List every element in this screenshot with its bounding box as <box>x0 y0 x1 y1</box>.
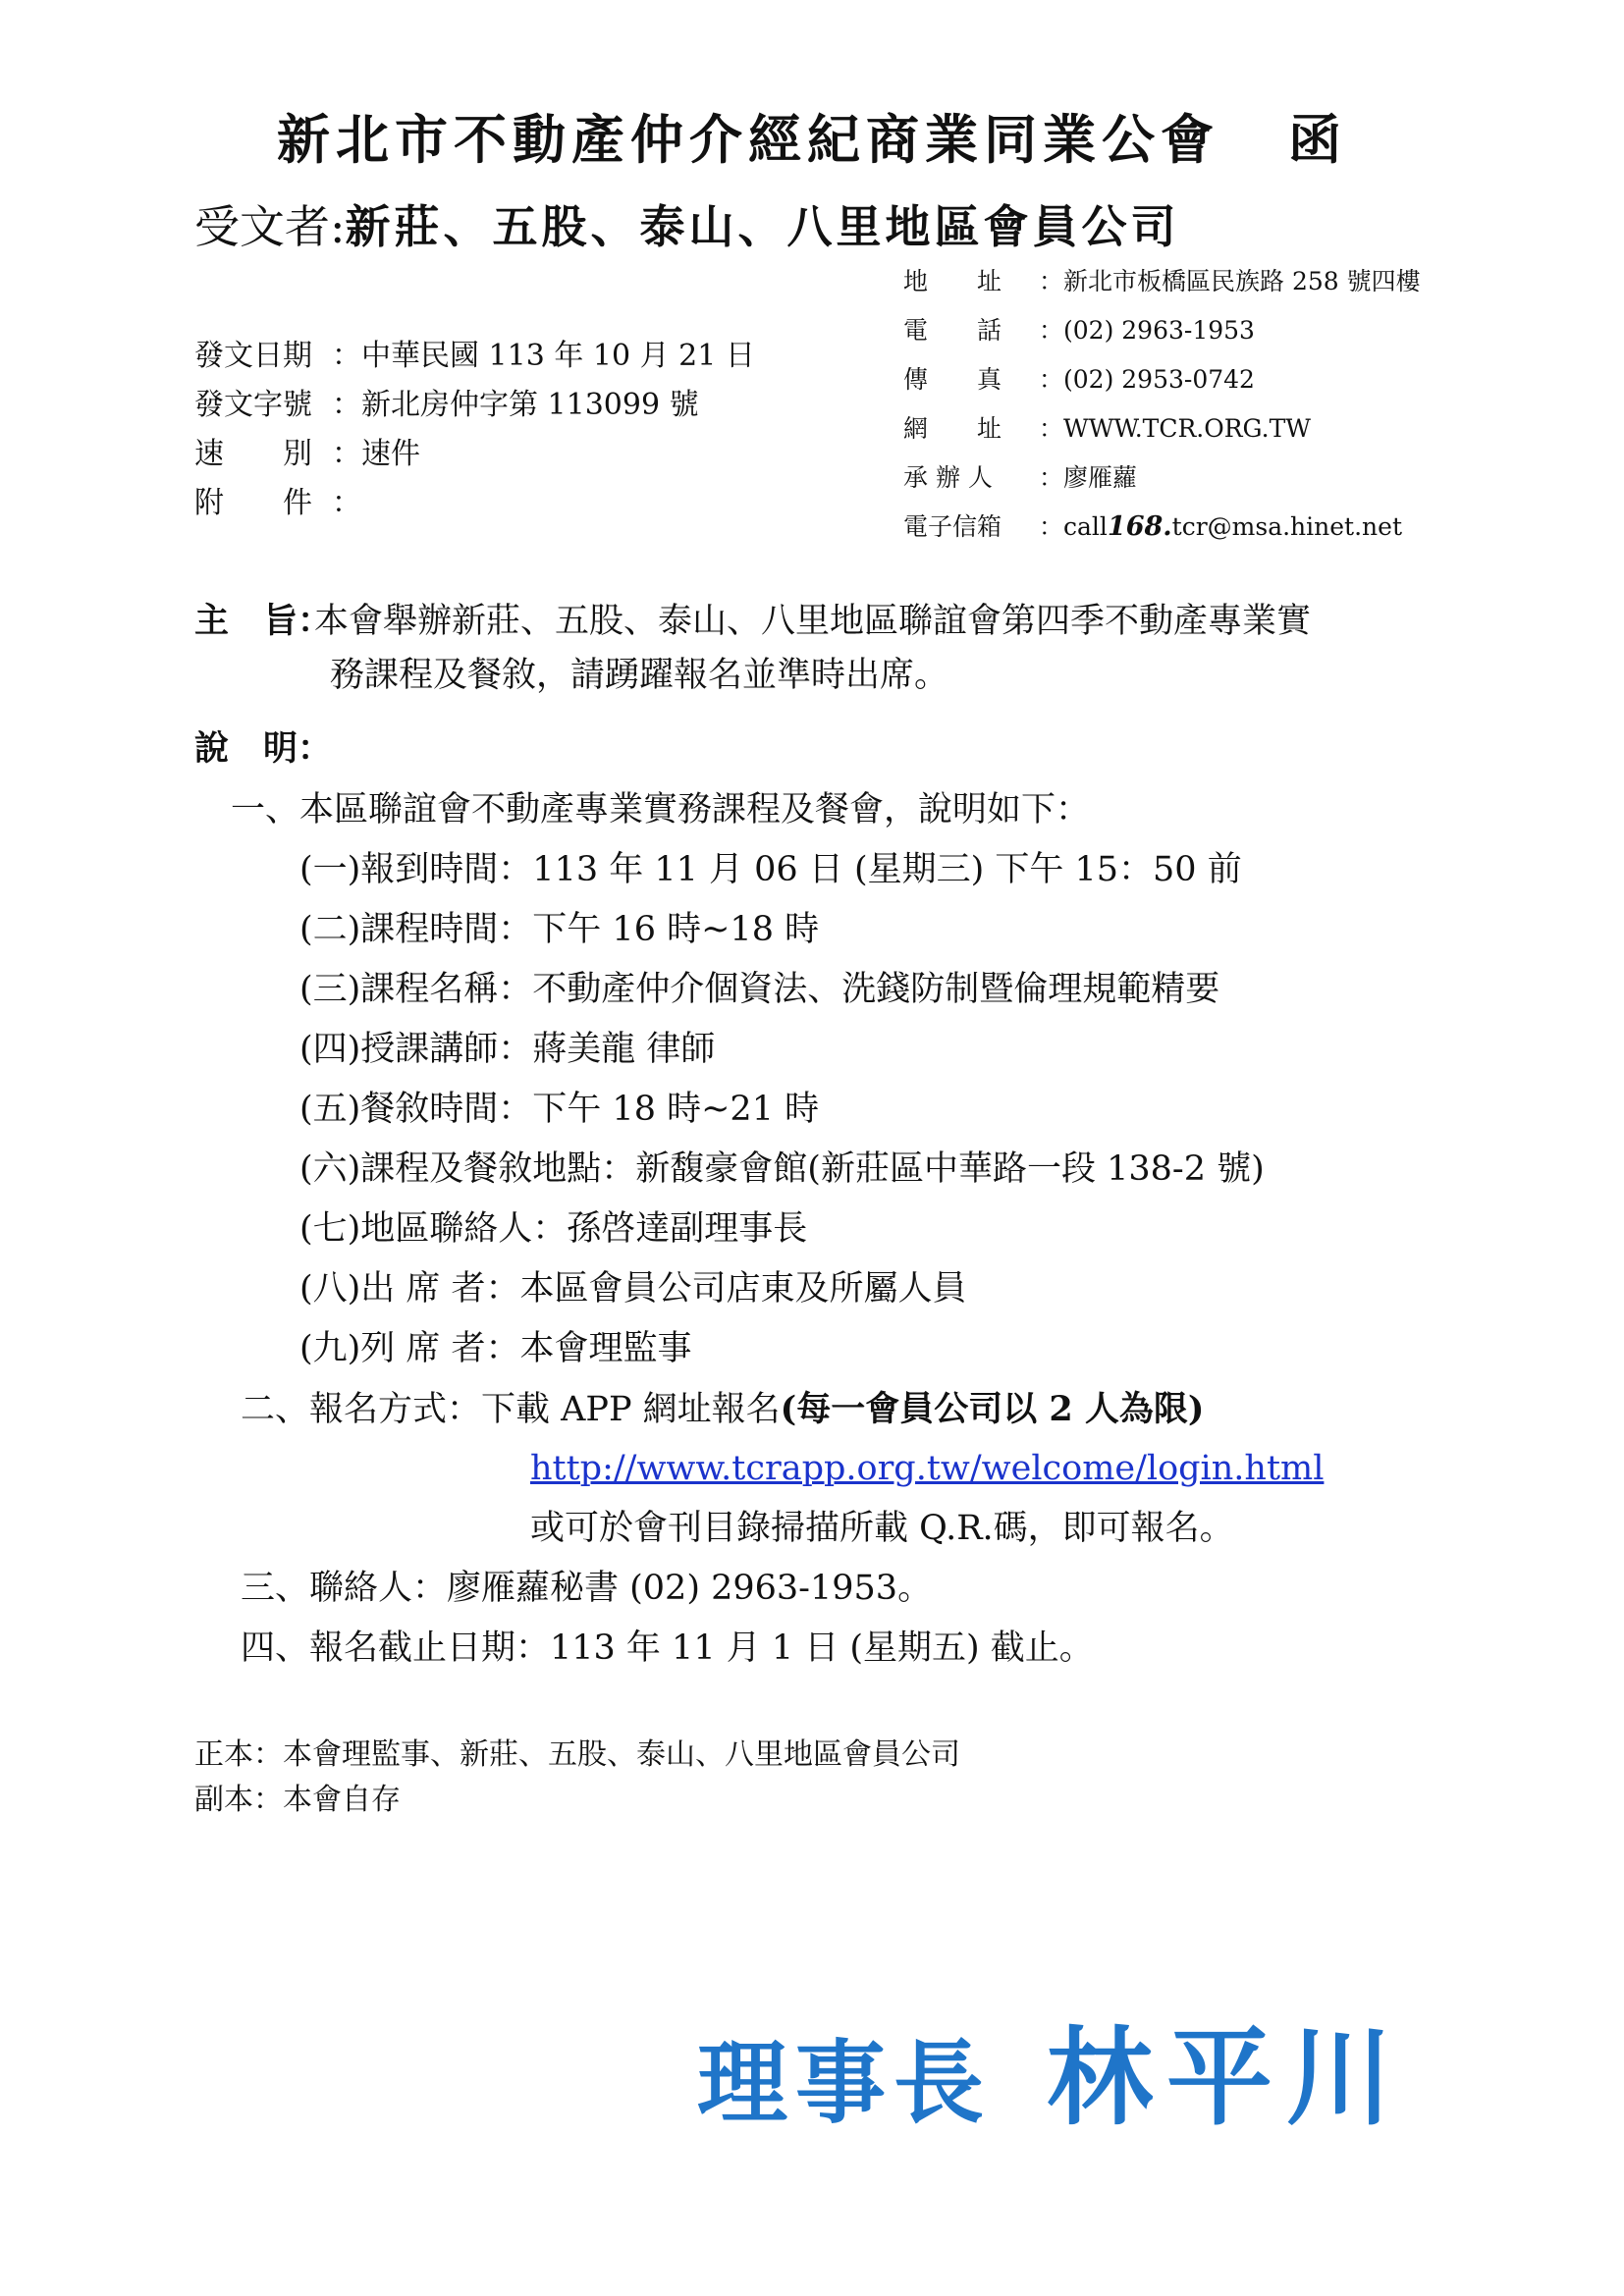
distribution-block <box>194 1733 960 1823</box>
subject-line-2: 務課程及餐敘，請踴躍報名並準時出席。 <box>330 656 949 695</box>
subject-line-1: 本會舉辦新莊、五股、泰山、八里地區聯誼會第四季不動產專業實 <box>314 602 1312 641</box>
item-2-limit: (每一會員公司以 2 人為限) <box>780 1389 1205 1429</box>
signature <box>697 1993 1406 2145</box>
item-1-sub-7: (七)地區聯絡人：孫啓達副理事長 <box>299 1209 808 1249</box>
title-type: 函 <box>1288 108 1347 171</box>
contact-email: 電子信箱 ：call168.tcr@msa.hinet.net <box>903 511 1402 542</box>
meta-number: 發文字號 ：新北房仲字第 113099 號 <box>194 388 699 422</box>
title-org: 新北市不動產仲介經紀商業同業公會 <box>277 108 1219 171</box>
meta-date: 發文日期 ：中華民國 113 年 10 月 21 日 <box>194 339 755 373</box>
item-1-sub-8: (八)出 席 者：本區會員公司店東及所屬人員 <box>299 1269 967 1308</box>
meta-attachment: 附 件 ： <box>194 486 361 520</box>
document-title <box>0 98 1624 174</box>
item-2-note: 或可於會刊目錄掃描所載 Q.R.碼，即可報名。 <box>530 1509 1234 1548</box>
item-3: 三、聯絡人：廖雁蘿秘書 (02) 2963-1953。 <box>241 1569 933 1608</box>
item-2-head: 二、報名方式：下載 APP 網址報名(每一會員公司以 2 人為限) <box>241 1389 1205 1429</box>
item-1-sub-9: (九)列 席 者：本會理監事 <box>299 1329 692 1368</box>
item-1-sub-3: (三)課程名稱：不動產仲介個資法、洗錢防制暨倫理規範精要 <box>299 970 1220 1009</box>
explain-label: 說 明： <box>194 728 333 769</box>
contact-handler: 承 辦 人 ：廖雁蘿 <box>903 463 1138 492</box>
item-1-sub-2: (二)課程時間：下午 16 時~18 時 <box>299 910 820 949</box>
recipient-line <box>194 191 1180 256</box>
contact-address: 地 址 ：新北市板橋區民族路 258 號四樓 <box>903 267 1421 295</box>
item-1-sub-6: (六)課程及餐敘地點：新馥豪會館(新莊區中華路一段 138-2 號) <box>299 1149 1265 1189</box>
contact-website: 網 址 ：WWW.TCR.ORG.TW <box>903 414 1311 443</box>
item-1-sub-4: (四)授課講師：蔣美龍 律師 <box>299 1030 716 1069</box>
distribution-copy: 副本：本會自存 <box>194 1783 401 1817</box>
signature-title: 理事長 <box>697 2031 993 2136</box>
item-1-sub-5: (五)餐敘時間：下午 18 時~21 時 <box>299 1090 820 1129</box>
recipient-value: 新莊、五股、泰山、八里地區會員公司 <box>345 200 1180 253</box>
item-1-head: 一、本區聯誼會不動產專業實務課程及餐會，說明如下： <box>231 790 1091 829</box>
contact-fax: 傳 真 ：(02) 2953-0742 <box>903 365 1255 394</box>
item-1-sub-1: (一)報到時間：113 年 11 月 06 日 (星期三) 下午 15：50 前 <box>299 850 1242 889</box>
meta-speed: 速 別 ：速件 <box>194 437 420 471</box>
subject-block <box>194 594 1311 703</box>
registration-link[interactable]: http://www.tcrapp.org.tw/welcome/login.html <box>530 1449 1325 1488</box>
meta-block <box>194 332 755 528</box>
signature-name: 林平川 <box>1047 2017 1407 2140</box>
item-4: 四、報名截止日期：113 年 11 月 1 日 (星期五) 截止。 <box>241 1629 1094 1668</box>
contact-phone: 電 話 ：(02) 2963-1953 <box>903 316 1255 345</box>
recipient-label: 受文者: <box>194 200 346 253</box>
subject-label: 主 旨： <box>194 601 333 641</box>
distribution-original: 正本：本會理監事、新莊、五股、泰山、八里地區會員公司 <box>194 1737 960 1772</box>
contact-block <box>903 257 1421 552</box>
